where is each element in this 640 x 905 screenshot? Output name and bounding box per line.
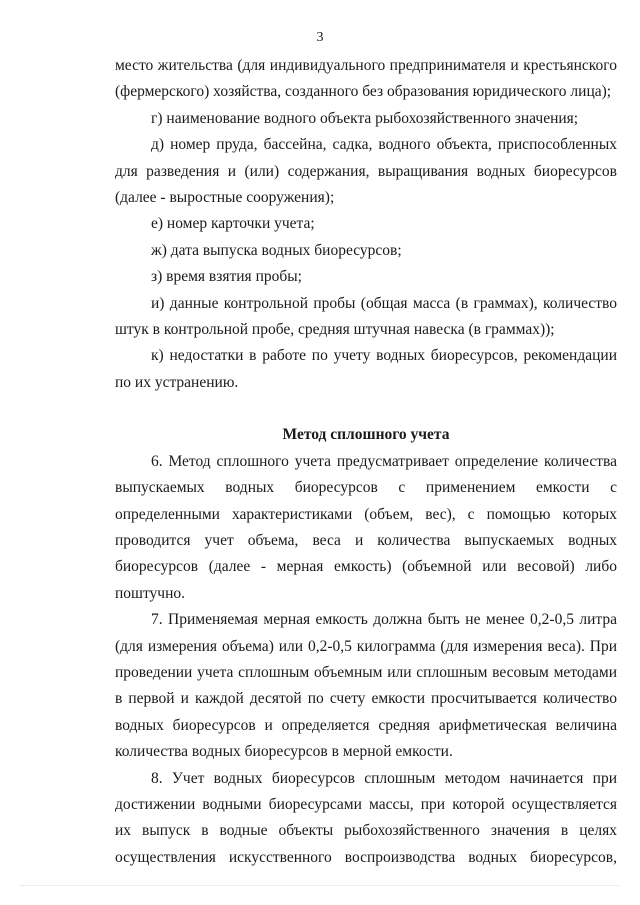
document-body: [115, 53, 617, 871]
clause-6: 6. Метод сплошного учета предусматривает определение количества выпускаемых водных биоресурсов с применением емкости с определенными характеристиками (объем, вес), с помощью которых проводится учет объема, веса и количества выпускаемых водных биоресурсов (далее - мерная емкость) (объемной или весовой) либо поштучно.: [115, 452, 617, 602]
list-item-zh: ж) дата выпуска водных биоресурсов;: [151, 241, 402, 259]
clause-8: 8. Учет водных биоресурсов сплошным методом начинается при достижении водными биоресурсами массы, при которой осуществляется их выпуск в водные объекты рыбохозяйственного значения в целях осуществления искусственного воспроизводства водных биоресурсов,: [115, 769, 617, 866]
continued-paragraph: место жительства (для индивидуального предпринимателя и крестьянского (фермерского) хозяйства, созданного без образования юридического лица);: [115, 57, 617, 101]
list-item-d: д) номер пруда, бассейна, садка, водного объекта, приспособленных для разведения и (или) содержания, выращивания водных биоресурсов (далее - выростные сооружения);: [115, 136, 617, 207]
section-heading: Метод сплошного учета: [282, 426, 450, 444]
list-item-i: и) данные контрольной пробы (общая масса (в граммах), количество штук в контрольной пробе, средняя штучная навеска (в граммах));: [115, 294, 617, 339]
list-item-e: е) номер карточки учета;: [151, 215, 315, 233]
page-number: 3: [316, 30, 324, 45]
list-item-k: к) недостатки в работе по учету водных биоресурсов, рекомендации по их устранению.: [115, 347, 617, 391]
list-item-g: г) наименование водного объекта рыбохозяйственного значения;: [151, 109, 579, 127]
clause-7: 7. Применяемая мерная емкость должна быть не менее 0,2-0,5 литра (для измерения объема) или 0,2-0,5 килограмма (для измерения веса). При проведении учета сплошным объемным или сплошным весовым методами в первой и каждой десятой по счету емкости просчитывается количество водных биоресурсов и определяется средняя арифметическая величина количества водных биоресурсов в мерной емкости.: [115, 611, 617, 761]
scan-edge-artifact: [20, 885, 620, 888]
list-item-z: з) время взятия пробы;: [151, 268, 302, 286]
